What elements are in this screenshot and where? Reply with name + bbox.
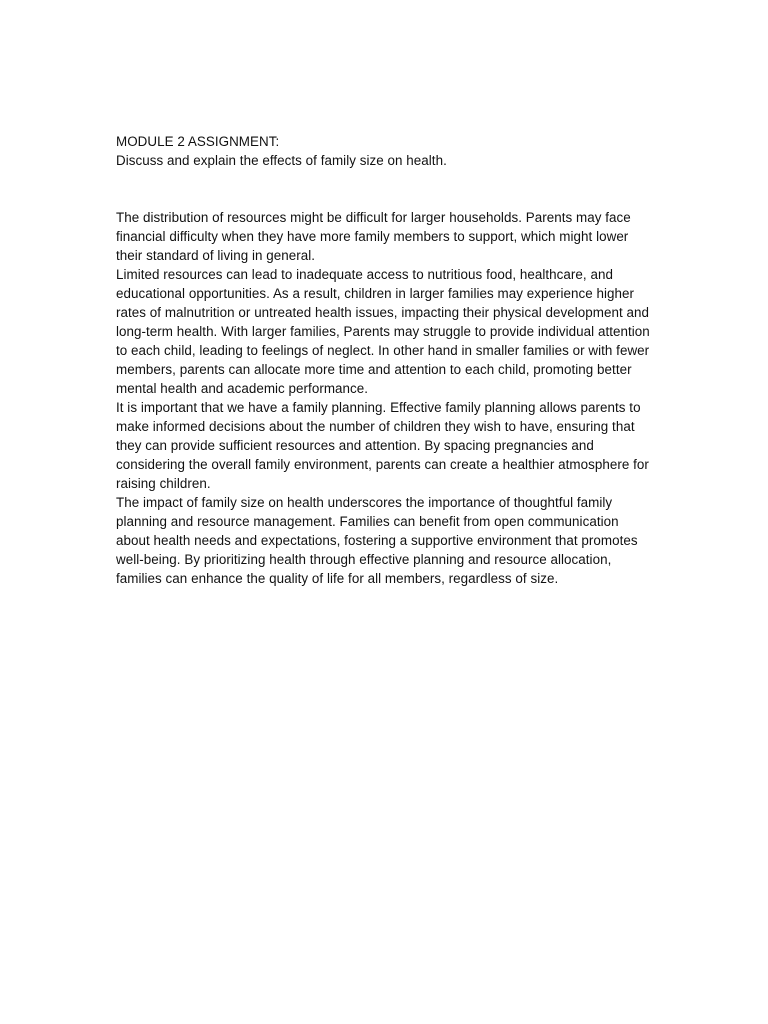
blank-space [116,170,656,208]
document-body [116,132,656,588]
assignment-prompt: Discuss and explain the effects of family size on health. [116,153,447,168]
paragraph-family-planning: It is important that we have a family planning. Effective family planning allows parents to make informed decisions about the number of children they wish to have, ensuring that they can provide sufficient resources and attention. By spacing pregnancies and considering the overall family environment, parents can create a healthier atmosphere for raising children. [116,400,649,491]
paragraph-limited-resources: Limited resources can lead to inadequate access to nutritious food, healthcare, and educational opportunities. As a result, children in larger families may experience higher rates of malnutrition or untreated health issues, impacting their physical development and long-term health. With larger families, Parents may struggle to provide individual attention to each child, leading to feelings of neglect. In other hand in smaller families or with fewer members, parents can allocate more time and attention to each child, promoting better mental health and academic performance. [116,267,650,396]
assignment-heading: MODULE 2 ASSIGNMENT: [116,134,280,149]
paragraph-resource-distribution: The distribution of resources might be difficult for larger households. Parents may face financial difficulty when they have more family members to support, which might lower their standard of living in general. [116,210,631,263]
paragraph-conclusion: The impact of family size on health underscores the importance of thoughtful family planning and resource management. Families can benefit from open communication about health needs and expectations, fostering a supportive environment that promotes well-being. By prioritizing health through effective planning and resource allocation, families can enhance the quality of life for all members, regardless of size. [116,495,638,586]
